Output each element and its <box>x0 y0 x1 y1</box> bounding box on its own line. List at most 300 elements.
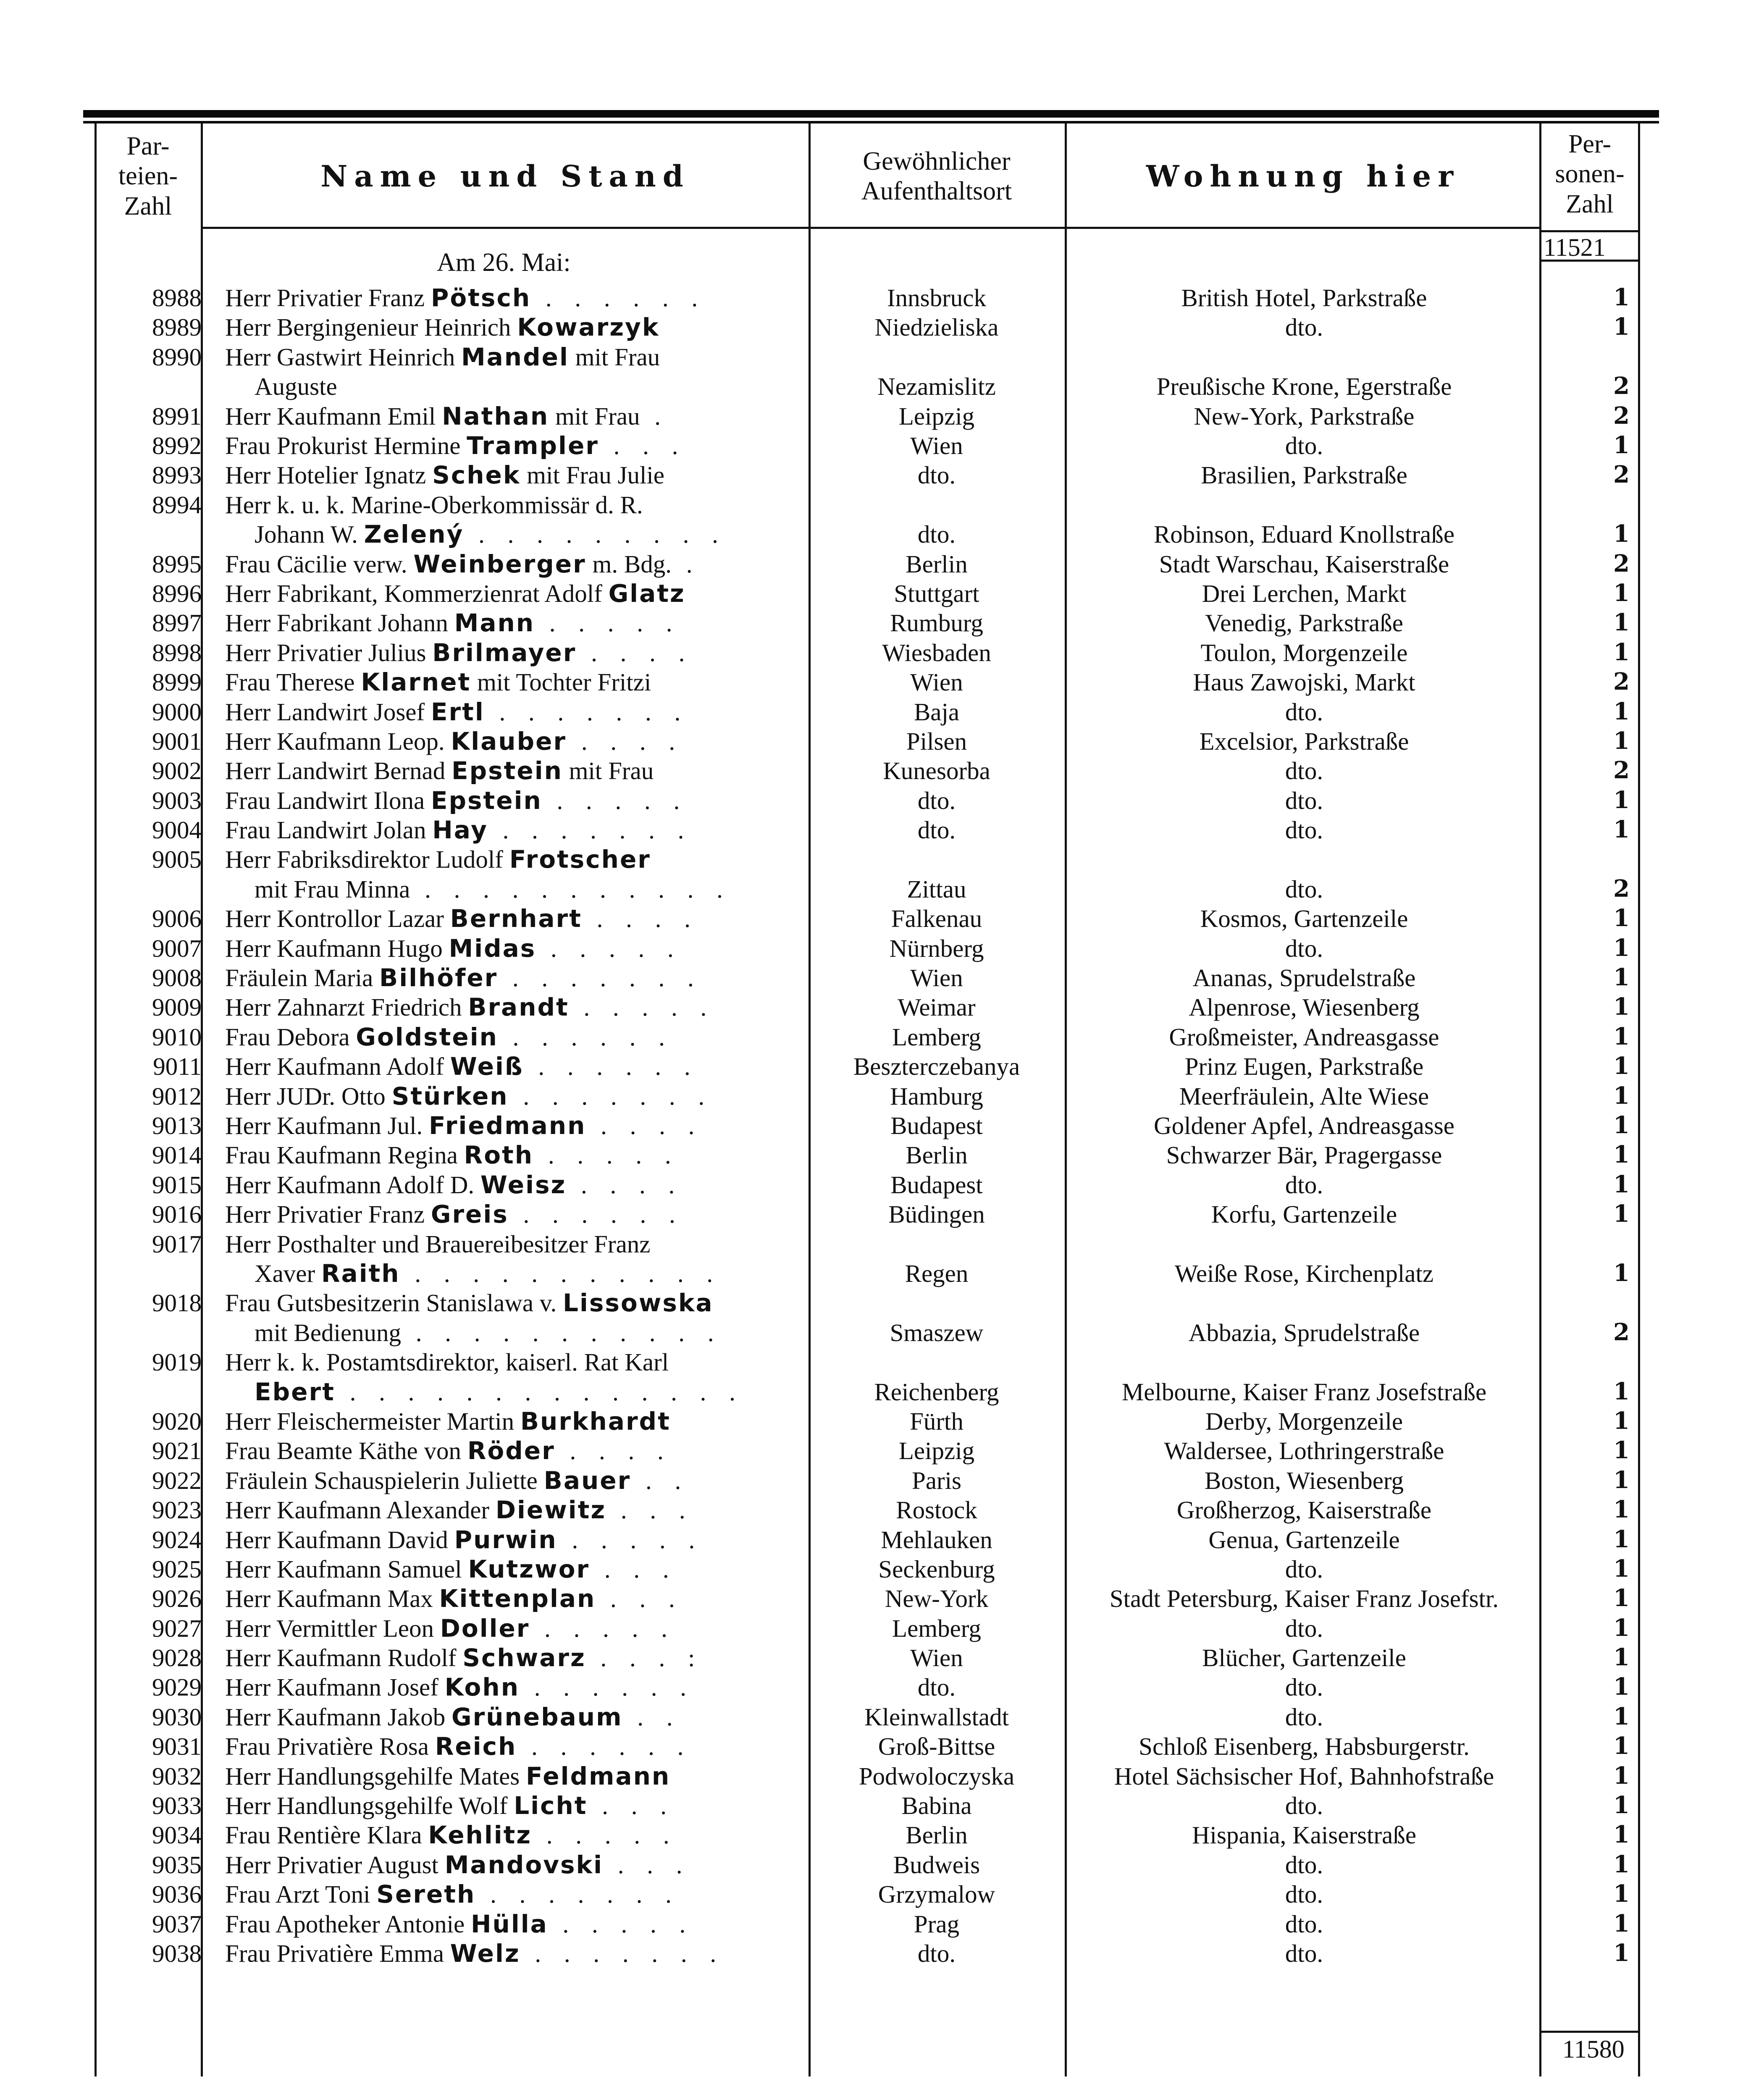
local-lodging: dto. <box>1285 934 1323 962</box>
name-and-rank <box>225 904 796 933</box>
local-lodging: Blücher, Gartenzeile <box>1202 1644 1406 1672</box>
register-entry <box>0 638 1751 668</box>
name-and-rank <box>225 1466 796 1495</box>
persons-count: 1 <box>1613 1939 1630 1967</box>
local-lodging: Melbourne, Kaiser Franz Josefstraße <box>1121 1378 1487 1406</box>
register-entry <box>0 698 1751 727</box>
party-number: 9022 <box>152 1466 202 1494</box>
party-number: 9030 <box>152 1703 202 1731</box>
name-and-rank <box>225 1851 796 1880</box>
name-prefix: Herr Kaufmann Jakob <box>225 1703 452 1731</box>
party-number: 9004 <box>152 816 202 844</box>
usual-residence: Wien <box>910 431 963 459</box>
party-number: 8996 <box>152 579 202 607</box>
local-lodging: Meerfräulein, Alte Wiese <box>1179 1082 1429 1110</box>
usual-residence: Budapest <box>890 1111 983 1139</box>
name-suffix: mit Tochter Fritzi <box>471 668 651 696</box>
persons-count: 1 <box>1613 1909 1630 1937</box>
register-entry <box>0 579 1751 609</box>
surname: Doller <box>440 1614 530 1643</box>
leader-dots: . . <box>631 1466 690 1494</box>
persons-count: 1 <box>1613 1584 1630 1612</box>
name-and-rank <box>225 431 796 460</box>
leader-dots: . . . . . <box>536 934 682 962</box>
name-and-rank <box>225 1821 796 1850</box>
name-prefix: Herr Kaufmann Samuel <box>225 1555 468 1583</box>
name-prefix: Herr Kaufmann Josef <box>225 1673 445 1701</box>
local-lodging: dto. <box>1285 1792 1323 1820</box>
surname: Ebert <box>255 1377 335 1406</box>
leader-dots: . . . . . <box>530 1614 676 1642</box>
name-prefix: Frau Landwirt Ilona <box>225 786 431 814</box>
local-lodging: Weiße Rose, Kirchenplatz <box>1174 1259 1434 1287</box>
persons-count: 1 <box>1613 1673 1630 1701</box>
name-prefix: Herr Handlungsgehilfe Wolf <box>225 1792 514 1820</box>
party-number: 8998 <box>152 638 202 667</box>
persons-count: 1 <box>1613 1850 1630 1878</box>
register-entry <box>0 313 1751 342</box>
local-lodging: Hispania, Kaiserstraße <box>1192 1821 1417 1849</box>
leader-dots: . . . . . . . . . . . <box>400 1259 722 1287</box>
name-and-rank <box>225 756 796 785</box>
leader-dots: . . . . <box>576 638 693 667</box>
party-number: 9037 <box>152 1910 202 1938</box>
persons-count: 1 <box>1613 520 1630 548</box>
usual-residence: Rumburg <box>890 609 983 637</box>
persons-count: 1 <box>1613 1022 1630 1050</box>
leader-dots: . . . . <box>555 1437 672 1465</box>
final-total: 11580 <box>1562 2035 1625 2063</box>
register-entry <box>0 1643 1751 1673</box>
register-entry <box>0 1821 1751 1850</box>
party-number: 9012 <box>152 1082 202 1110</box>
persons-count: 2 <box>1613 874 1630 903</box>
usual-residence: Wien <box>910 1644 963 1672</box>
local-lodging: Stadt Warschau, Kaiserstraße <box>1159 550 1449 578</box>
register-entry <box>0 1348 1751 1407</box>
total-top-rule <box>1539 2031 1640 2033</box>
register-entry <box>0 1496 1751 1525</box>
name-and-rank <box>225 1082 796 1111</box>
persons-count: 1 <box>1613 1880 1630 1908</box>
party-number: 9020 <box>152 1407 202 1435</box>
surname: Mandel <box>461 342 569 371</box>
surname: Mandovski <box>444 1850 603 1879</box>
party-number: 8997 <box>152 609 202 637</box>
usual-residence: Falkenau <box>891 905 982 933</box>
name-suffix: mit Frau Julie <box>520 461 664 489</box>
leader-dots: . . . . . . <box>498 1023 673 1051</box>
name-prefix: Herr Kaufmann Hugo <box>225 934 449 962</box>
top-rule <box>83 110 1659 118</box>
register-entry <box>0 1407 1751 1436</box>
local-lodging: Toulon, Morgenzeile <box>1200 638 1408 667</box>
persons-count: 2 <box>1613 402 1630 430</box>
persons-count: 1 <box>1613 1052 1630 1080</box>
surname: Midas <box>449 934 536 963</box>
name-and-rank <box>225 1673 796 1702</box>
name-and-rank <box>225 491 796 520</box>
register-entry <box>0 904 1751 934</box>
register-entry <box>0 1141 1751 1170</box>
surname: Röder <box>467 1436 555 1465</box>
usual-residence: Seckenburg <box>878 1555 995 1583</box>
surname: Trampler <box>467 431 599 460</box>
register-entry <box>0 1466 1751 1496</box>
usual-residence: Lemberg <box>892 1023 981 1051</box>
name-and-rank <box>225 1732 796 1761</box>
party-number: 9021 <box>152 1437 202 1465</box>
local-lodging: dto. <box>1285 786 1323 814</box>
party-number: 9010 <box>152 1023 202 1051</box>
register-entry <box>0 1791 1751 1821</box>
leader-dots: . . . . . . <box>531 284 706 312</box>
register-entry <box>0 1082 1751 1111</box>
party-number: 8992 <box>152 431 202 459</box>
register-entry <box>0 1555 1751 1584</box>
usual-residence: Baja <box>914 698 960 726</box>
persons-count: 1 <box>1613 1732 1630 1760</box>
usual-residence: Nezamislitz <box>877 373 996 401</box>
persons-count: 1 <box>1613 1407 1630 1435</box>
local-lodging: dto. <box>1285 313 1323 341</box>
name-and-rank <box>225 461 796 490</box>
leader-dots: . . . . . . . . . . . <box>401 1318 722 1347</box>
leader-dots: . <box>640 402 669 430</box>
surname: Bilhöfer <box>379 963 498 992</box>
surname: Purwin <box>454 1525 557 1554</box>
local-lodging: Korfu, Gartenzeile <box>1211 1200 1397 1228</box>
register-entry <box>0 1200 1751 1229</box>
persons-header-rule <box>1539 230 1640 232</box>
surname: Kutzwor <box>468 1554 590 1583</box>
usual-residence: Berlin <box>906 1141 968 1169</box>
leader-dots: . . . . <box>567 727 684 755</box>
register-entry <box>0 402 1751 431</box>
surname: Friedmann <box>428 1111 586 1140</box>
local-lodging: Boston, Wiesenberg <box>1205 1466 1404 1494</box>
usual-residence: New-York <box>885 1585 989 1613</box>
register-entry <box>0 816 1751 845</box>
leader-dots: . . . . . <box>548 1910 694 1938</box>
local-lodging: Genua, Gartenzeile <box>1208 1525 1400 1554</box>
party-number: 9019 <box>152 1348 202 1376</box>
continuation-text: Johann W. <box>255 520 364 549</box>
name-prefix: Herr Kaufmann Emil <box>225 402 442 430</box>
usual-residence: Fürth <box>910 1407 963 1435</box>
register-entry <box>0 1525 1751 1555</box>
local-lodging: Preußische Krone, Egerstraße <box>1156 373 1452 401</box>
name-suffix: m. Bdg. <box>586 550 672 578</box>
surname: Nathan <box>442 402 549 430</box>
party-number: 9016 <box>152 1200 202 1228</box>
usual-residence: dto. <box>917 816 956 844</box>
local-lodging: dto. <box>1285 816 1323 844</box>
surname: Weiß <box>450 1052 524 1081</box>
persons-count: 1 <box>1613 638 1630 666</box>
local-lodging: Stadt Petersburg, Kaiser Franz Josefstr. <box>1109 1585 1499 1613</box>
party-number: 9014 <box>152 1141 202 1169</box>
name-prefix: Herr Zahnarzt Friedrich <box>225 993 468 1021</box>
usual-residence: Leipzig <box>898 1437 975 1465</box>
name-prefix: Herr Kaufmann Adolf D. <box>225 1171 480 1199</box>
name-and-rank <box>225 343 796 372</box>
register-entry <box>0 993 1751 1022</box>
surname: Schwarz <box>462 1643 586 1672</box>
persons-count: 1 <box>1613 727 1630 755</box>
local-lodging: Großherzog, Kaiserstraße <box>1176 1496 1432 1524</box>
party-number: 9013 <box>152 1111 202 1139</box>
leader-dots: . . . . . . . <box>520 1939 725 1967</box>
surname: Brandt <box>468 993 569 1022</box>
local-lodging: Prinz Eugen, Parkstraße <box>1184 1053 1424 1081</box>
name-and-rank <box>225 402 796 431</box>
leader-dots: . . . . . <box>533 1141 680 1169</box>
local-lodging: Abbazia, Sprudelstraße <box>1188 1318 1420 1347</box>
name-prefix: Fräulein Maria <box>225 964 379 992</box>
usual-residence: Weimar <box>898 993 976 1021</box>
party-number: 9029 <box>152 1673 202 1701</box>
usual-residence: Prag <box>914 1910 960 1938</box>
name-and-rank <box>225 1555 796 1584</box>
local-lodging: dto. <box>1285 1880 1323 1908</box>
usual-residence: Groß-Bittse <box>878 1732 995 1761</box>
name-prefix: Frau Privatière Emma <box>225 1939 450 1967</box>
name-and-rank <box>225 1230 796 1259</box>
persons-count: 1 <box>1613 697 1630 725</box>
register-entry <box>0 1732 1751 1761</box>
name-prefix: Frau Landwirt Jolan <box>225 816 433 844</box>
local-lodging: dto. <box>1285 1939 1323 1967</box>
party-number: 9011 <box>153 1053 202 1081</box>
persons-count: 1 <box>1613 1761 1630 1790</box>
surname: Welz <box>450 1939 520 1968</box>
name-prefix: Herr Landwirt Josef <box>225 698 431 726</box>
local-lodging: dto. <box>1285 1910 1323 1938</box>
leader-dots: . . . . . . . <box>508 1082 713 1110</box>
name-prefix: Herr Privatier Julius <box>225 638 433 667</box>
local-lodging: dto. <box>1285 1673 1323 1701</box>
persons-count: 1 <box>1613 993 1630 1021</box>
header-party-number: Par- teien- Zahl <box>118 132 178 220</box>
name-prefix: Frau Cäcilie verw. <box>225 550 414 578</box>
usual-residence: dto. <box>917 520 956 549</box>
local-lodging: British Hotel, Parkstraße <box>1181 284 1427 312</box>
name-prefix: Frau Kaufmann Regina <box>225 1141 464 1169</box>
persons-count: 1 <box>1613 1082 1630 1110</box>
usual-residence: Paris <box>912 1466 961 1494</box>
persons-count: 1 <box>1613 1377 1630 1405</box>
usual-residence: Regen <box>905 1259 969 1287</box>
leader-dots: . . . . <box>586 1111 703 1139</box>
usual-residence: dto. <box>917 1673 956 1701</box>
local-lodging: dto. <box>1285 875 1323 903</box>
persons-count: 1 <box>1613 431 1630 459</box>
name-and-rank <box>225 816 796 845</box>
name-and-rank <box>225 609 796 638</box>
party-number: 8989 <box>152 313 202 341</box>
leader-dots: . . . . . . <box>508 1200 684 1228</box>
usual-residence: Reichenberg <box>874 1378 999 1406</box>
local-lodging: Alpenrose, Wiesenberg <box>1189 993 1420 1021</box>
header-bottom-rule <box>201 227 1539 229</box>
local-lodging: Kosmos, Gartenzeile <box>1200 905 1408 933</box>
name-and-rank <box>225 1436 796 1465</box>
register-entry <box>0 756 1751 786</box>
leader-dots: . . . <box>599 431 687 459</box>
register-entry <box>0 284 1751 313</box>
name-prefix: Herr Vermittler Leon <box>225 1614 440 1642</box>
surname: Glatz <box>608 579 685 608</box>
persons-count: 1 <box>1613 1436 1630 1465</box>
leader-dots: . <box>671 550 701 578</box>
name-prefix: Herr Kaufmann Leop. <box>225 727 451 755</box>
usual-residence: dto. <box>917 1939 956 1967</box>
register-entry <box>0 609 1751 638</box>
local-lodging: Haus Zawojski, Markt <box>1193 668 1415 696</box>
register-entry <box>0 431 1751 461</box>
surname: Bernhart <box>450 904 582 933</box>
name-and-rank <box>225 698 796 727</box>
party-number: 8988 <box>152 284 202 312</box>
register-entry <box>0 727 1751 756</box>
surname: Schek <box>432 461 521 490</box>
surname: Klarnet <box>361 668 471 697</box>
name-and-rank <box>225 1171 796 1200</box>
usual-residence: Hamburg <box>890 1082 983 1110</box>
leader-dots: . . . . . . . <box>488 816 693 844</box>
surname: Brilmayer <box>432 638 577 667</box>
usual-residence: Leipzig <box>898 402 975 430</box>
usual-residence: Zittau <box>907 875 966 903</box>
local-lodging: Goldener Apfel, Andreasgasse <box>1154 1111 1454 1139</box>
surname: Raith <box>321 1259 400 1288</box>
party-number: 8993 <box>152 461 202 489</box>
register-entry <box>0 1939 1751 1969</box>
name-and-rank <box>225 1200 796 1229</box>
name-and-rank <box>225 1791 796 1820</box>
name-and-rank <box>225 313 796 342</box>
name-prefix: Herr Landwirt Bernad <box>225 757 452 785</box>
local-lodging: Drei Lerchen, Markt <box>1202 579 1407 607</box>
usual-residence: Berlin <box>906 1821 968 1849</box>
party-number: 9034 <box>152 1821 202 1849</box>
usual-residence: Büdingen <box>888 1200 985 1228</box>
persons-count: 1 <box>1613 1466 1630 1494</box>
surname: Kohn <box>444 1673 520 1702</box>
usual-residence: Berlin <box>906 550 968 578</box>
name-and-rank <box>225 727 796 756</box>
name-and-rank <box>225 1496 796 1525</box>
name-and-rank <box>225 1584 796 1613</box>
persons-count: 2 <box>1613 461 1630 489</box>
party-number: 9031 <box>152 1732 202 1761</box>
name-prefix: Frau Therese <box>225 668 361 696</box>
name-prefix: Frau Debora <box>225 1023 356 1051</box>
surname: Roth <box>464 1141 534 1170</box>
local-lodging: dto. <box>1285 1703 1323 1731</box>
name-prefix: Herr Privatier Franz <box>225 284 431 312</box>
name-and-rank <box>225 550 796 579</box>
usual-residence: Beszterczebanya <box>853 1053 1020 1081</box>
continuation-text: Auguste <box>255 373 337 401</box>
local-lodging: dto. <box>1285 1555 1323 1583</box>
surname: Klauber <box>451 727 567 756</box>
party-number: 8991 <box>152 402 202 430</box>
party-number: 9007 <box>152 934 202 962</box>
local-lodging: Excelsior, Parkstraße <box>1199 727 1409 755</box>
register-entry <box>0 845 1751 904</box>
surname: Frotscher <box>509 845 651 874</box>
leader-dots: . . . . . . . <box>484 698 689 726</box>
usual-residence: Niedzieliska <box>874 313 999 341</box>
name-and-rank <box>225 1939 796 1968</box>
register-entry <box>0 461 1751 490</box>
name-prefix: Frau Apotheker Antonie <box>225 1910 471 1938</box>
name-prefix: Herr k. u. k. Marine-Oberkommissär d. R. <box>225 491 643 519</box>
leader-dots: . . . . . . . <box>498 964 702 992</box>
name-prefix: Herr Fabrikant Johann <box>225 609 454 637</box>
party-number: 9035 <box>152 1851 202 1879</box>
party-number: 9027 <box>152 1614 202 1642</box>
register-entry <box>0 1584 1751 1614</box>
local-lodging: dto. <box>1285 431 1323 459</box>
name-continuation <box>255 875 796 904</box>
surname: Licht <box>514 1791 588 1820</box>
usual-residence: Kleinwallstadt <box>864 1703 1009 1731</box>
name-and-rank <box>225 1643 796 1672</box>
surname: Grünebaum <box>452 1702 623 1731</box>
usual-residence: Rostock <box>896 1496 977 1524</box>
persons-count: 1 <box>1613 1702 1630 1730</box>
surname: Reich <box>435 1732 517 1761</box>
leader-dots: . . <box>622 1703 681 1731</box>
party-number: 9024 <box>152 1525 202 1554</box>
name-prefix: Herr Kaufmann Jul. <box>225 1111 429 1139</box>
entries-list <box>0 284 1751 1969</box>
name-and-rank <box>225 1614 796 1643</box>
name-and-rank <box>225 1141 796 1170</box>
persons-count: 2 <box>1613 668 1630 696</box>
surname: Mann <box>454 609 535 638</box>
party-number: 9002 <box>152 757 202 785</box>
register-entry <box>0 1289 1751 1348</box>
usual-residence: Pilsen <box>906 727 967 755</box>
name-prefix: Frau Rentière Klara <box>225 1821 428 1849</box>
name-prefix: Herr Kaufmann Rudolf <box>225 1644 463 1672</box>
name-and-rank <box>225 1525 796 1554</box>
name-continuation <box>255 1318 796 1347</box>
leader-dots: . . . . . . . <box>475 1880 680 1908</box>
persons-count: 1 <box>1613 786 1630 814</box>
leader-dots: . . . . . . <box>517 1732 692 1761</box>
name-prefix: Herr Handlungsgehilfe Mates <box>225 1762 526 1790</box>
header-name-and-rank: Name und Stand <box>320 158 690 194</box>
name-and-rank <box>225 1348 796 1377</box>
surname: Hülla <box>471 1909 548 1938</box>
register-entry <box>0 1023 1751 1052</box>
persons-count: 1 <box>1613 963 1630 992</box>
party-number: 8990 <box>152 343 202 371</box>
name-suffix: mit Frau <box>569 343 660 371</box>
party-number: 9033 <box>152 1792 202 1820</box>
persons-count: 1 <box>1613 284 1630 311</box>
name-and-rank <box>225 1910 796 1939</box>
name-and-rank <box>225 845 796 874</box>
leader-dots: . . . . . . . . . <box>464 520 727 549</box>
header-persons-count: Per- sonen- Zahl <box>1555 130 1625 218</box>
party-number: 9025 <box>152 1555 202 1583</box>
